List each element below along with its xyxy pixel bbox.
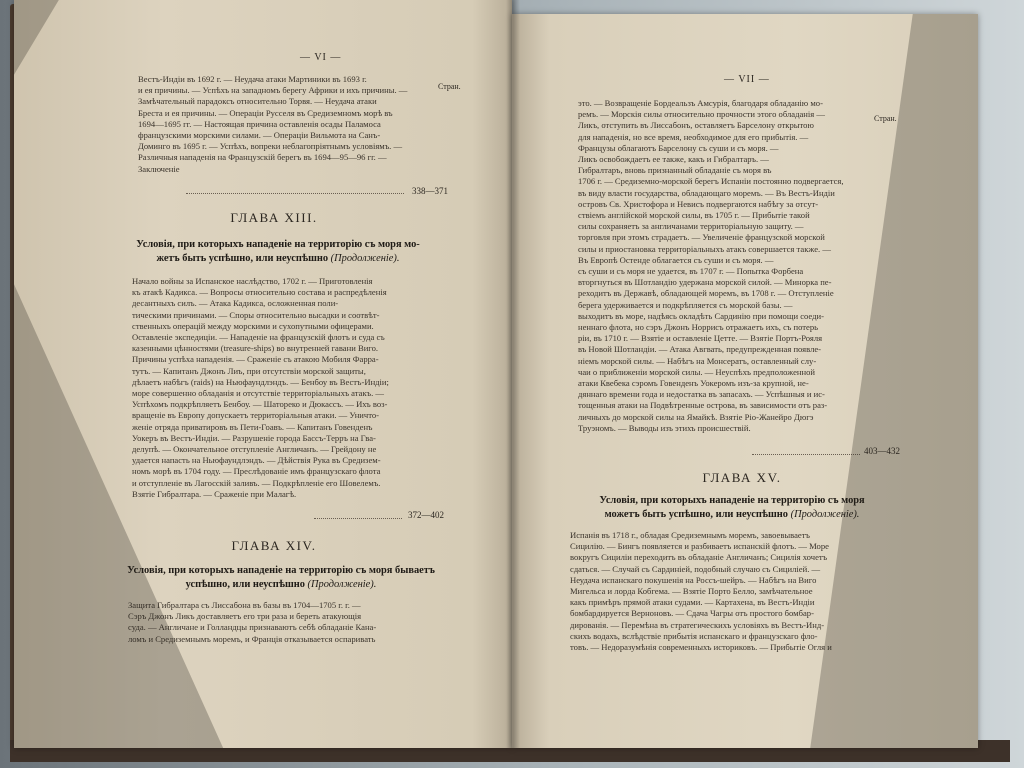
text-line: Доминго въ 1695 г. — Успѣхъ, вопреки неблагопріятнымъ условіямъ. — (138, 141, 403, 152)
text-line: Ликъ, отступить въ Лиссабонъ, оставляетъ Барселону открытою (578, 120, 814, 131)
text-line: Французы облагаютъ Барселону съ суши и съ моря. — (578, 142, 779, 153)
text-line: суда. — Англичане и Голландцы признаваютъ себѣ обладаніе Кана- (128, 622, 377, 633)
text-line: Испанія въ 1718 г., обладая Средиземнымъ моремъ, завоевываетъ (570, 530, 810, 540)
text-line: Начало войны за Испанское наслѣдство, 1702 г. — Приготовленія (132, 276, 373, 286)
text-line: Гибралтаръ, вновь признанный обладаніе съ моря въ (578, 165, 772, 176)
text-line: море совершенно обладанія и отсутствіе территоріальныхъ атакъ. — (132, 388, 384, 399)
text-line: французскими морскими силами. — Операціи Вильмота на Санъ- (138, 130, 381, 141)
text-line: и отступленіе въ Лагосскій заливъ. — Подкрѣпленіе его Шовелемъ. (132, 477, 381, 488)
page-range-ch13: 372—402 (408, 510, 444, 520)
text-line: Успѣхомъ подкрѣпляетъ Бенбоу. — Шатореко и Дюкассъ. — Ихъ воз- (132, 399, 388, 410)
text-line: женіе отряда приватировъ въ Пети-Гоавъ. — Капитанъ Говенденъ (132, 421, 373, 432)
text-line: Защита Гибралтара съ Лиссабона въ базы въ 1704—1705 г. г. — (128, 600, 361, 610)
text-line: въ виду власти государства, обладающаго моремъ. — Въ Вестъ-Индіи (578, 187, 835, 198)
text-line: Труэномъ. — Выводы изъ этихъ происшествій. (578, 422, 751, 433)
text-line: какъ примѣръ прямой атаки судами. — Картахена, въ Вестъ-Индіи (570, 597, 815, 608)
chapter-14-title-line2: успѣшно, или неуспѣшно (185, 579, 305, 590)
chapter-15-title-line2: можетъ быть успѣшно, или неуспѣшно (604, 509, 788, 520)
chapter-13-title-line1: Условія, при которыхъ нападеніе на территорію съ моря мо- (136, 239, 420, 250)
text-line: дѣлаетъ набѣгъ (raids) на Ньюфаундлэндъ. — Бенбоу въ Вестъ-Индіи; (132, 376, 389, 387)
text-line: Ликъ освобождаетъ ее также, какъ и Гибралтаръ. — (578, 154, 769, 165)
text-line: атаки Квебека сэромъ Говенденъ Уокеромъ изъ-за крупной, не- (578, 378, 809, 389)
column-label-right: Стран. (874, 114, 897, 123)
text-line: десантныхъ силъ. — Атака Кадикса, осложненная поли- (132, 298, 339, 309)
text-line: дированія. — Перемѣна въ стратегическихъ условіяхъ въ Вестъ-Инд- (570, 619, 825, 630)
text-line: торговля при этомъ страдаетъ. — Увеличеніе французской морской (578, 232, 825, 243)
text-line: дяннаго времени года и недостатка въ запасахъ. — Успѣшныя и ис- (578, 389, 825, 400)
text-line: номъ морѣ въ 1704 году. — Преслѣдованіе имъ французскаго флота (132, 466, 381, 477)
text-line: ріи, въ 1710 г. — Взятіе и оставленіе Цетте. — Взятіе Портъ-Рояля (578, 333, 823, 344)
text-line: Оставленіе экспедиціи. — Нападеніе на французскій флотъ и суда съ (132, 332, 385, 343)
text-line: это. — Возвращеніе Бордеальзъ Амсурія, благодаря обладанію мо- (578, 98, 823, 108)
text-line: Заключеніе (138, 163, 180, 174)
text-line: Бреста и ея причины. — Операціи Русселя въ Средиземномъ морѣ въ (138, 107, 393, 118)
chapter-15-title-line1: Условія, при которыхъ нападеніе на территорію съ моря (599, 495, 865, 506)
text-line: ломъ и Средиземнымъ моремъ, и Франція отказывается оспаривать (128, 633, 376, 644)
text-line: товъ. — Недоразумѣнія современныхъ историковъ. — Прибытіе Огля и (570, 642, 832, 653)
text-line: Въ Европѣ Остенде облагается съ суши и съ моря. — (578, 254, 774, 265)
text-line: личныхъ до морской силы на Ямайкѣ. Взятіе Ріо-Жанейро Дюгэ (578, 411, 814, 422)
text-line: Неудача испанскаго покушенія на Россъ-шейръ. — Набѣгъ на Виго (570, 574, 817, 585)
chapter-14-title-line1: Условія, при которыхъ нападеніе на территорію съ моря бываетъ (127, 565, 435, 576)
text-line: для нападенія, но все время, необходимое для его прибытія. — (578, 131, 809, 142)
page-number-right: — VII — (724, 74, 770, 85)
text-line: Мигельса и лорда Кобгема. — Взятіе Порто Белло, замѣчательное (570, 586, 813, 597)
contents-paragraph-top-right (578, 98, 878, 434)
text-line: Уокеръ въ Вестъ-Индіи. — Разрушеніе города Бассъ-Терръ на Гва- (132, 432, 376, 443)
text-line: силы сохраняетъ за англичанами территоріальную защиту. — (578, 221, 804, 232)
text-line: казенными цѣнностями (treasure-ships) во внутренней гавани Виго. (132, 343, 379, 354)
dotted-leader (752, 454, 860, 456)
chapter-13-continuation: (Продолженіе). (330, 253, 400, 264)
text-line: съ суши и съ моря не удается, въ 1707 г. — Попытка Форбена (578, 266, 804, 277)
column-label-left: Стран. (438, 82, 461, 91)
text-line: чаи о приближеніи морской силы. — Неуспѣхъ предположенной (578, 366, 815, 377)
page-range-ch12: 338—371 (412, 186, 448, 196)
text-line: въ Новой Шотландіи. — Атака Авгвать, предупрежденная появле- (578, 344, 822, 355)
text-line: тощенныя атаки на Подвѣтренные острова, въ зависимости отъ раз- (578, 400, 828, 411)
text-line: Сэръ Джонъ Ликъ доставляетъ его три раза и береть атакующія (128, 611, 362, 622)
text-line: реходитъ въ Державѣ, обладающей моремъ, въ 1708 г. — Отступленіе (578, 288, 834, 299)
right-page (512, 14, 978, 748)
text-line: ремъ. — Морскія силы относительно прочности этого обладанія — (578, 109, 825, 120)
text-line: тутъ. — Капитанъ Джонъ Лиъ, при отсутствіи морской защиты, (132, 365, 366, 376)
chapter-14-continuation: (Продолженіе). (307, 579, 377, 590)
dotted-leader (314, 518, 402, 520)
contents-paragraph-ch15 (570, 530, 880, 653)
text-line: вокругъ Сициліи переходитъ въ обладаніе Англичанъ; Сицилія хочетъ (570, 552, 828, 563)
chapter-14-title (116, 564, 446, 592)
book-gutter (506, 0, 520, 748)
chapter-15-heading: ГЛАВА XV. (702, 470, 782, 485)
text-line: Вестъ-Индіи въ 1692 г. — Неудача атаки Мартиники въ 1693 г. (138, 74, 367, 84)
text-line: выходитъ въ море, надѣясь окладѣть Сардинію при помощи соеди- (578, 310, 824, 321)
contents-paragraph-top-left (138, 74, 428, 175)
text-line: делупѣ. — Окончательное отступленіе Англичанъ. — Грейдону не (132, 444, 377, 455)
text-line: вторгнуться въ Шотландію удержана морской силой. — Минорка пе- (578, 277, 832, 288)
text-line: островъ Св. Христофора и Невисъ подвергаются набѣгу за отсут- (578, 198, 819, 209)
chapter-15-title (562, 494, 902, 522)
text-line: 1694—1695 гг. — Настоящая причина оставленія осады Паламоса (138, 118, 381, 129)
chapter-13-heading: ГЛАВА XIII. (230, 210, 318, 225)
text-line: силы и приостановка территоріальныхъ атакъ совершается также. — (578, 243, 831, 254)
text-line: бомбардируется Верноновъ. — Сдача Чагры отъ простого бомбар- (570, 608, 814, 619)
left-page (14, 0, 512, 748)
text-line: тическими причинами. — Споры относительно высадки и соотвѣт- (132, 309, 380, 320)
text-line: берега удерживается и подкрѣпляется съ морской базы. — (578, 299, 793, 310)
chapter-13-title (118, 238, 438, 266)
text-line: ственныхъ операцій между морскими и сухопутными офицерами. (132, 320, 374, 331)
text-line: Сицилію. — Бингъ появляется и разбиваетъ испанскій флотъ. — Море (570, 541, 829, 552)
text-line: сдаться. — Случай съ Сардиніей, подобный случаю съ Сициліей. — (570, 563, 821, 574)
contents-paragraph-ch14 (128, 600, 432, 645)
chapter-14-heading: ГЛАВА XIV. (231, 538, 317, 553)
text-line: Взятіе Гибралтара. — Сраженіе при Малагѣ. (132, 488, 297, 499)
text-line: къ атакѣ Кадикса. — Вопросы относительно состава и распредѣленія (132, 287, 387, 298)
text-line: и ея причины. — Успѣхъ на западномъ берегу Африки и ихъ причины. — (138, 85, 408, 96)
text-line: ніемъ морской силы. — Набѣгъ на Монсератъ, оставленный слу- (578, 355, 817, 366)
text-line: Причины успѣха нападенія. — Сраженіе съ атакою Мобиля Фарра- (132, 354, 379, 365)
page-range-ch14: 403—432 (864, 446, 900, 456)
contents-paragraph-ch13 (132, 276, 432, 500)
text-line: вращеніе въ Европу допускаетъ территоріальныя атаки. — Уничто- (132, 410, 380, 421)
page-number-left: — VI — (300, 52, 342, 63)
text-line: скихъ водахъ, вслѣдствіе прибытія испанскаго и французскаго фло- (570, 630, 818, 641)
text-line: Различныя нападенія на Французскій берегъ въ 1694—95—96 гг. — (138, 152, 387, 163)
text-line: Замѣчательный парадоксъ относительно Торвя. — Неудача атаки (138, 96, 377, 107)
chapter-15-continuation: (Продолженіе). (790, 509, 860, 520)
text-line: удается напасть на Ньюфаундлэндъ. — Дѣйствія Рука въ Средизем- (132, 455, 381, 466)
dotted-leader (186, 193, 404, 195)
text-line: неннаго флота, но сэръ Джонъ Норрисъ отражаетъ ихъ, съ потерь (578, 322, 819, 333)
text-line: ствіемъ англійской морской силы, въ 1705 г. — Прибытіе такой (578, 210, 810, 221)
text-line: 1706 г. — Средиземно-морской берегъ Испаніи постоянно подвергается, (578, 176, 844, 187)
chapter-13-title-line2: жетъ быть успѣшно, или неуспѣшно (156, 253, 329, 264)
